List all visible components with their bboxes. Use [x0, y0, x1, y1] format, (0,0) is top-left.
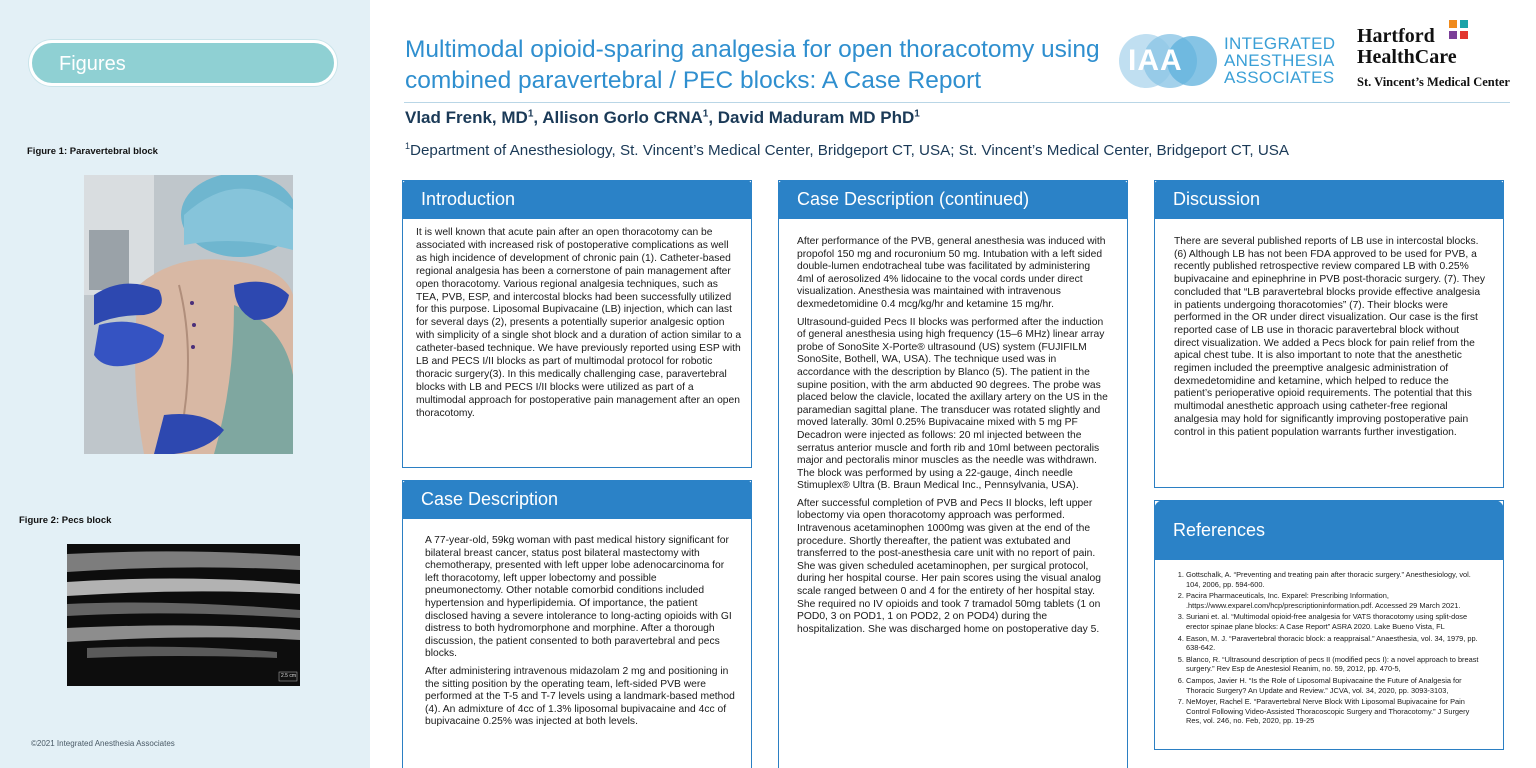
hh-line1: Hartford: [1357, 25, 1435, 47]
hh-wordmark: [1357, 26, 1457, 68]
affiliation-marker: 1: [405, 141, 411, 151]
figure1-caption: Figure 1: Paravertebral block: [27, 146, 158, 157]
figures-label: Figures: [59, 53, 126, 75]
introduction-header: [402, 180, 752, 219]
case-continued-section: [778, 180, 1128, 768]
author-maduram: David Maduram MD PhD: [717, 108, 915, 127]
discussion-section: [1154, 180, 1504, 488]
discussion-body: [1174, 236, 1486, 444]
poster-title: Multimodal opioid-sparing analgesia for open thoracotomy using combined paravertebral / PEC blocks: A Case Report: [405, 36, 1100, 94]
case-description-header: [402, 480, 752, 519]
case-description-section: [402, 480, 752, 768]
authors-line: Vlad Frenk, $MD^1$, Allison Gorlo CRNA$^1$, David Maduram MD PhD$^1$: [405, 108, 920, 127]
case-description-heading: Case Description: [421, 489, 559, 509]
continued-paragraph-1: After performance of the PVB, general anesthesia was induced with propofol 150 mg and rocuronium 50 mg. Intubation with a left sided double-lumen endotracheal tube was facilitated by administering 4ml of aerosolized 4% lidocaine to the vocal cords under direct visualization. Anesthesia was maintained with intravenous dexmedetomidine 0.4 mcg/kg/hr and ketamine 15 mg/hr.: [797, 236, 1106, 310]
case-paragraph-2: After administering intravenous midazolam 2 mg and positioning in the sitting position by the operating team, left-sided PVB were performed at the T-5 and T-7 levels using a landmark-based method (4). An admixture of 4cc of 1.3% liposomal bupivacaine and 4cc of bupivacaine 0.25% was injected at both levels.: [425, 665, 735, 728]
discussion-heading: Discussion: [1173, 189, 1261, 209]
affiliation-marker: 1: [527, 108, 534, 120]
author-gorlo: Allison Gorlo CRNA: [542, 108, 703, 127]
introduction-body: [416, 227, 742, 426]
figure2-caption: Figure 2: Pecs block: [19, 515, 112, 526]
references-list: [1172, 570, 1482, 728]
scale-label: 2.5 cm: [281, 673, 297, 679]
case-continued-body: [797, 236, 1109, 641]
figures-sidebar: [0, 0, 370, 768]
figures-header: [29, 40, 337, 86]
iaa-wordmark: [1224, 35, 1335, 86]
paravertebral-block-photo-illustration: [84, 175, 293, 454]
reference-item: 4. Eason, M. J. “Paravertebral thoracic block: a reappraisal.” Anaesthesia, vol. 34, 1979, pp. 638-642.: [1186, 634, 1482, 653]
hartford-healthcare-logo: [1357, 18, 1517, 93]
case-description-body: [425, 535, 737, 734]
reference-item: 2. Pacira Pharmaceuticals, Inc. Exparel: Prescribing Information, .https://www.exparel.com/hcp/prescriptioninformation.pdf. Accessed 29 March 2021.: [1186, 591, 1482, 610]
continued-paragraph-3: After successful completion of PVB and Pecs II blocks, left upper lobectomy via open thoracotomy approach was performed. Intravenous acetaminophen 1000mg was given at the end of the procedure. Shortly thereafter, the patient was extubated and transferred to the post-anesthesia care unit with no report of pain. She was given scheduled acetaminophen, per surgical protocol, during her hospital course. Her pain scores using the visual analog scale ranged between 0 and 4 for the entirety of her hospital stay. She required no IV opioids and took 7 tramadol 50mg tablets (1 on POD0, 3 on POD1, 1 on POD2, 2 on POD4) during the hospitalization. She was discharged home on postoperative day 5.: [797, 497, 1101, 635]
discussion-paragraph: There are several published reports of LB use in intercostal blocks.(6) Although LB has not been FDA approved to be used for PVB, a recently published retrospective review compared LB with 0.25% bupivacaine and epinephrine in PVB post-thoracic surgery. (7). They concluded that “LB paravertebral blocks provide effective analgesia in patients undergoing thoracotomies” (7). Their blocks were performed in the OR under direct visualization. Our case is the first reported case of LB use in thoracic paravertebral block without direct visualization. We added a Pecs block for pain relief from the apical chest tube. It is also important to note that the anesthetic regimen included the preemptive analgesic administration of dexmedetomidine and ketamine, which helped to reduce the patient’s perioperative opioid requirements. The potential that this multimodal anesthetic approach using catheter-free regional analgesia may hold for significantly improving postoperative pain control in this patient population warrants further investigation.: [1174, 236, 1485, 438]
references-heading: References: [1173, 520, 1266, 540]
case-continued-heading: Case Description (continued): [797, 189, 1030, 209]
introduction-paragraph: It is well known that acute pain after an open thoracotomy can be associated with increased risk of postoperative complications as well as high incidence of development of chronic pain (1). Catheter-based regional analgesia has been a cornerstone of pain management after open thoracotomy. Various regional analgesia techniques, such as TEA, PVB, ESP, and intercostal blocks had been successfully utilized for this purpose. Liposomal Bupivacaine (LB) injection, which can last for several days (2), presents a potentially superior analgesic option with simplicity of a single shot block and a duration of action similar to a catheter-based technique. We have previously reported using ESP with LB and PECS I/II blocks as part of multimodal protocol for robotic thoracic surgery(3). In this medically challenging case, paravertebral blocks with LB and PECS I/II blocks were utilized as part of a multimodal approach for postoperative pain management after an open thoracotomy.: [416, 227, 742, 419]
reference-item: 3. Suriani et. al. “Multimodal opioid-free analgesia for VATS thoracotomy using split-dose erector spinae plane blocks: A Case Report” ASRA 2020. Lake Bueno Vista, FL: [1186, 612, 1482, 631]
reference-item: 1. Gottschalk, A. “Preventing and treating pain after thoracic surgery.” Anesthesiology, vol. 104, 2006, pp. 594-600.: [1186, 570, 1482, 589]
iaa-mark-text: IAA: [1128, 44, 1183, 77]
figure1-photo: [84, 175, 293, 454]
department-text: Department of Anesthesiology, St. Vincent’s Medical Center, Bridgeport CT, USA; St. Vincent’s Medical Center, Bridgeport CT, USA: [410, 142, 1290, 160]
discussion-header: [1154, 180, 1504, 219]
references-header: [1154, 500, 1504, 560]
continued-paragraph-2: Ultrasound-guided Pecs II blocks was performed after the induction of general anesthesia using high frequency (15–6 MHz) linear array probe of SonoSite X-Porte® ultrasound (US) system (FUJIFILM SonoSite, Bothell, WA, USA). The technique used was in accordance with the description by Blanco (5). The patient in the supine position, with the arm abducted 90 degrees. The probe was placed below the clavicle, located the axillary artery on the US in the paramedian sagittal plane. The transducer was rotated slightly and moved laterally. 30ml 0.25% Bupivacaine mixed with 5 mg PF Decadron were injected as follows: 20 ml injected between the serratus anterior muscle and forth rib and 10ml between pectoralis major and pectoralis minor muscles as the needle was withdrawn. The block was performed by using a 22-gauge, 4inch needle Stimuplex® Ultra (B. Braun Medical Inc., Pennsylvania, USA).: [797, 316, 1108, 492]
iaa-logo: [1118, 32, 1338, 90]
reference-item: 5. Blanco, R. “Ultrasound description of pecs II (modified pecs I): a novel approach to breast surgery.” Rev Esp de Anestesiol Reanim, no. 59, 2012, pp. 470-5,: [1186, 655, 1482, 674]
copyright-text: ©2021 Integrated Anesthesia Associates: [31, 739, 175, 748]
affiliation-marker: 1: [914, 108, 920, 120]
pecs-ultrasound-illustration: [67, 544, 300, 686]
iaa-line2: ANESTHESIA: [1224, 51, 1335, 70]
figure2-ultrasound: [67, 544, 300, 686]
author-frenk: Vlad Frenk, MD: [405, 108, 528, 127]
reference-item: 6. Campos, Javier H. “Is the Role of Liposomal Bupivacaine the Future of Analgesia for Thoracic Surgery? An Update and Review.” JCVA, vol. 34, 2020, pp. 3093-3103,: [1186, 676, 1482, 695]
introduction-section: [402, 180, 752, 468]
introduction-heading: Introduction: [421, 189, 516, 209]
hh-line2: HealthCare: [1357, 46, 1457, 68]
iaa-line3: ASSOCIATES: [1224, 68, 1335, 87]
hh-cross-icon: [1445, 18, 1475, 48]
hh-subtitle: St. Vincent’s Medical Center: [1357, 75, 1510, 89]
header-divider: [404, 102, 1510, 103]
reference-item: 7. NeMoyer, Rachel E. “Paravertebral Nerve Block With Liposomal Bupivacaine for Pain Control Following Video-Assisted Thoracoscopic Surgery and Thoracotomy.” J Surgery Res, vol. 246, no. Feb, 2020, pp. 19-25: [1186, 697, 1482, 726]
department-line: [405, 141, 1289, 159]
affiliation-marker: 1: [702, 108, 709, 120]
case-paragraph-1: A 77-year-old, 59kg woman with past medical history significant for bilateral breast cancer, status post bilateral mastectomy with chemotherapy, presented with left upper lobe adenocarcinoma for left thoracotomy, left upper lobectomy and possible pneumonectomy. Other notable comorbid conditions included hypertension and hyperlipidemia. Of importance, the patient disclosed having a severe intolerance to long-acting opioids with GI distress to both hydromorphone and morphine. After a thorough discussion, the patient consented to both paravertebral and pecs blocks.: [425, 535, 732, 660]
iaa-line1: INTEGRATED: [1224, 34, 1336, 53]
case-continued-header: [778, 180, 1128, 219]
